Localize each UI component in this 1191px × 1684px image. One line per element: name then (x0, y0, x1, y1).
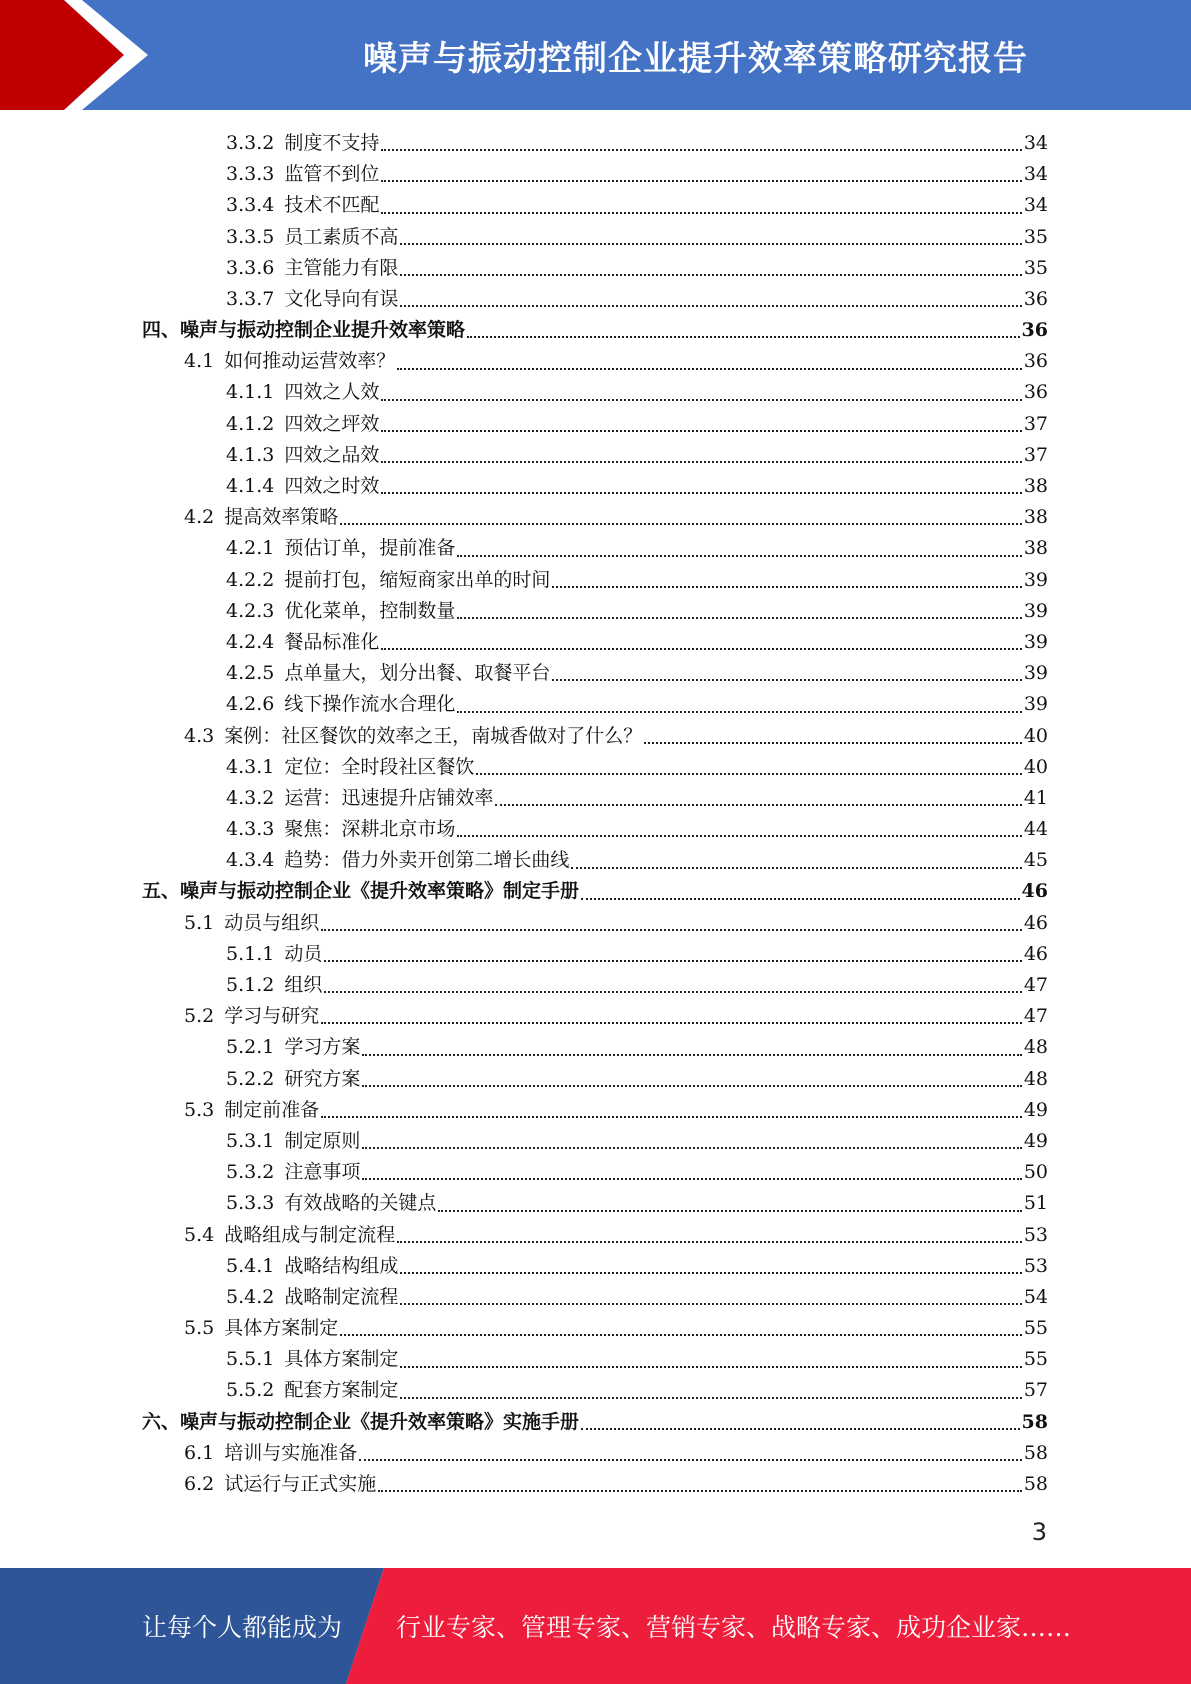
toc-entry-page: 51 (1023, 1192, 1048, 1215)
toc-dot-leader (457, 617, 1021, 619)
page-footer (0, 1568, 1191, 1684)
toc-dot-leader (321, 1116, 1022, 1118)
toc-entry[interactable] (142, 190, 1048, 221)
toc-entry-title: 配套方案制定 (284, 1379, 399, 1402)
toc-entry[interactable] (142, 689, 1048, 720)
toc-entry-number: 4.2.4 (226, 630, 275, 653)
toc-dot-leader (324, 991, 1021, 993)
header-arrow-decoration (0, 0, 200, 110)
page-header (0, 0, 1191, 110)
toc-entry-title: 动员与组织 (224, 911, 320, 934)
toc-entry-number: 5.3 (184, 1098, 215, 1121)
toc-entry-title: 主管能力有限 (284, 256, 399, 279)
toc-entry-title: 提高效率策略 (224, 506, 339, 529)
toc-entry-page: 58 (1021, 1410, 1048, 1433)
toc-entry-page: 40 (1023, 724, 1048, 747)
toc-dot-leader (400, 1397, 1021, 1399)
toc-entry-page: 34 (1023, 131, 1048, 154)
toc-entry[interactable] (142, 1313, 1048, 1344)
toc-entry-page: 53 (1023, 1223, 1048, 1246)
toc-entry-number: 5.3.1 (226, 1129, 275, 1152)
toc-entry-number: 4.1.2 (226, 412, 275, 435)
toc-entry[interactable] (142, 253, 1048, 284)
toc-entry[interactable] (142, 565, 1048, 596)
toc-dot-leader (397, 1241, 1022, 1243)
toc-entry-page: 50 (1023, 1161, 1048, 1184)
toc-entry[interactable] (142, 877, 1048, 908)
toc-entry-title: 学习与研究 (224, 1005, 320, 1028)
toc-entry[interactable] (142, 1344, 1048, 1375)
toc-entry[interactable] (142, 970, 1048, 1001)
toc-entry-page: 36 (1023, 287, 1048, 310)
toc-entry[interactable] (142, 346, 1048, 377)
toc-entry-number: 5.2.2 (226, 1067, 275, 1090)
toc-entry-page: 44 (1023, 818, 1048, 841)
toc-entry-title: 有效战略的关键点 (284, 1192, 437, 1215)
toc-dot-leader (321, 929, 1022, 931)
toc-entry-number: 5.3.2 (226, 1161, 275, 1184)
toc-entry-number: 6.1 (184, 1441, 215, 1464)
header-title: 噪声与振动控制企业提升效率策略研究报告 (363, 38, 1028, 79)
toc-dot-leader (457, 835, 1021, 837)
toc-entry-page: 47 (1023, 974, 1048, 997)
toc-entry[interactable] (142, 752, 1048, 783)
toc-entry[interactable] (142, 1188, 1048, 1219)
toc-entry-title: 战略制定流程 (284, 1285, 399, 1308)
toc-entry-number: 5.2 (184, 1005, 215, 1028)
toc-entry-number: 4.2 (184, 506, 215, 529)
toc-entry[interactable] (142, 533, 1048, 564)
toc-entry-number: 4.3.4 (226, 849, 275, 872)
toc-entry-number: 4.2.6 (226, 693, 275, 716)
toc-entry-title: 注意事项 (284, 1161, 361, 1184)
toc-entry-title: 员工素质不高 (284, 225, 399, 248)
toc-entry-number: 5.2.1 (226, 1036, 275, 1059)
toc-entry-page: 47 (1023, 1005, 1048, 1028)
toc-entry-title: 预估订单，提前准备 (284, 537, 456, 560)
toc-entry-page: 54 (1023, 1285, 1048, 1308)
toc-entry-page: 39 (1023, 693, 1048, 716)
toc-entry[interactable] (142, 1001, 1048, 1032)
toc-dot-leader (381, 180, 1021, 182)
toc-dot-leader (362, 1178, 1021, 1180)
toc-dot-leader (644, 742, 1022, 744)
toc-entry[interactable] (142, 284, 1048, 315)
toc-entry-number: 5.1.1 (226, 942, 275, 965)
toc-entry[interactable] (142, 596, 1048, 627)
toc-entry-title: 聚焦：深耕北京市场 (284, 818, 456, 841)
toc-dot-leader (378, 1490, 1022, 1492)
toc-dot-leader (467, 336, 1020, 338)
toc-entry-title: 优化菜单，控制数量 (284, 599, 456, 622)
toc-entry-page: 46 (1021, 880, 1048, 903)
toc-dot-leader (581, 1428, 1020, 1430)
toc-dot-leader (362, 1054, 1021, 1056)
toc-entry-title: 六、噪声与振动控制企业《提升效率策略》实施手册 (142, 1410, 580, 1433)
toc-entry-number: 5.4 (184, 1223, 215, 1246)
toc-entry-page: 38 (1023, 475, 1048, 498)
toc-entry-title: 案例：社区餐饮的效率之王，南城香做对了什么？ (224, 724, 643, 747)
table-of-contents (142, 128, 1048, 1500)
toc-entry-title: 技术不匹配 (284, 194, 380, 217)
toc-entry[interactable] (142, 378, 1048, 409)
toc-entry-page: 36 (1023, 381, 1048, 404)
toc-entry-page: 38 (1023, 506, 1048, 529)
toc-entry-title: 制定前准备 (224, 1098, 320, 1121)
toc-entry[interactable] (142, 939, 1048, 970)
footer-slogan-left: 让每个人都能成为 (142, 1613, 343, 1642)
toc-entry-number: 5.4.1 (226, 1254, 275, 1277)
toc-entry[interactable] (142, 1407, 1048, 1438)
toc-entry-number: 5.4.2 (226, 1285, 275, 1308)
toc-entry-number: 5.3.3 (226, 1192, 275, 1215)
toc-dot-leader (400, 243, 1021, 245)
toc-entry-page: 39 (1023, 568, 1048, 591)
toc-entry-page: 48 (1023, 1036, 1048, 1059)
toc-entry-page: 58 (1023, 1441, 1048, 1464)
toc-dot-leader (400, 274, 1021, 276)
toc-entry-number: 4.1 (184, 350, 215, 373)
toc-entry-number: 5.5 (184, 1317, 215, 1340)
toc-entry-number: 5.1 (184, 911, 215, 934)
toc-entry[interactable] (142, 1032, 1048, 1063)
toc-dot-leader (362, 1085, 1021, 1087)
toc-dot-leader (400, 305, 1021, 307)
toc-dot-leader (457, 555, 1021, 557)
toc-dot-leader (340, 1334, 1022, 1336)
toc-entry-title: 四效之品效 (284, 443, 380, 466)
toc-entry-page: 46 (1023, 911, 1048, 934)
toc-entry-number: 4.2.2 (226, 568, 275, 591)
toc-entry-page: 35 (1023, 256, 1048, 279)
toc-entry[interactable] (142, 814, 1048, 845)
toc-dot-leader (362, 1147, 1021, 1149)
toc-dot-leader (381, 212, 1021, 214)
toc-entry-title: 战略组成与制定流程 (224, 1223, 396, 1246)
toc-entry-number: 4.3 (184, 724, 215, 747)
toc-entry-page: 53 (1023, 1254, 1048, 1277)
toc-dot-leader (381, 399, 1021, 401)
toc-dot-leader (397, 368, 1022, 370)
toc-entry-title: 运营：迅速提升店铺效率 (284, 786, 494, 809)
toc-entry-title: 点单量大，划分出餐、取餐平台 (284, 662, 551, 685)
toc-dot-leader (571, 867, 1021, 869)
toc-dot-leader (476, 773, 1021, 775)
toc-entry[interactable] (142, 783, 1048, 814)
toc-dot-leader (552, 586, 1021, 588)
toc-entry-page: 36 (1023, 350, 1048, 373)
toc-entry[interactable] (142, 1282, 1048, 1313)
toc-entry-title: 提前打包，缩短商家出单的时间 (284, 568, 551, 591)
toc-entry[interactable] (142, 159, 1048, 190)
toc-entry[interactable] (142, 222, 1048, 253)
toc-entry-page: 48 (1023, 1067, 1048, 1090)
toc-entry-number: 4.1.1 (226, 381, 275, 404)
toc-dot-leader (495, 804, 1021, 806)
toc-dot-leader (438, 1210, 1021, 1212)
toc-entry-title: 餐品标准化 (284, 630, 380, 653)
toc-entry[interactable] (142, 908, 1048, 939)
toc-entry-title: 试运行与正式实施 (224, 1473, 377, 1496)
toc-dot-leader (552, 679, 1021, 681)
toc-entry-page: 45 (1023, 849, 1048, 872)
toc-entry[interactable] (142, 721, 1048, 752)
toc-entry-number: 3.3.2 (226, 131, 275, 154)
toc-dot-leader (400, 1366, 1021, 1368)
toc-entry-title: 五、噪声与振动控制企业《提升效率策略》制定手册 (142, 880, 580, 903)
toc-entry[interactable] (142, 1220, 1048, 1251)
toc-entry[interactable] (142, 1064, 1048, 1095)
toc-entry[interactable] (142, 315, 1048, 346)
toc-entry-title: 线下操作流水合理化 (284, 693, 456, 716)
toc-entry-page: 39 (1023, 630, 1048, 653)
toc-entry-title: 战略结构组成 (284, 1254, 399, 1277)
toc-entry-number: 3.3.6 (226, 256, 275, 279)
toc-entry-page: 34 (1023, 194, 1048, 217)
toc-entry-page: 37 (1023, 412, 1048, 435)
toc-entry-number: 4.3.2 (226, 786, 275, 809)
toc-entry-page: 57 (1023, 1379, 1048, 1402)
toc-entry-page: 37 (1023, 443, 1048, 466)
toc-entry[interactable] (142, 1469, 1048, 1500)
toc-entry-number: 3.3.3 (226, 163, 275, 186)
toc-entry[interactable] (142, 440, 1048, 471)
toc-entry-title: 四、噪声与振动控制企业提升效率策略 (142, 319, 466, 342)
toc-entry[interactable] (142, 1251, 1048, 1282)
toc-entry-number: 3.3.4 (226, 194, 275, 217)
toc-entry[interactable] (142, 627, 1048, 658)
toc-entry-page: 40 (1023, 755, 1048, 778)
toc-dot-leader (359, 1459, 1022, 1461)
toc-entry-title: 定位：全时段社区餐饮 (284, 755, 475, 778)
toc-dot-leader (400, 1272, 1021, 1274)
toc-entry-title: 组织 (284, 974, 323, 997)
toc-entry-page: 39 (1023, 662, 1048, 685)
toc-entry-title: 具体方案制定 (224, 1317, 339, 1340)
toc-entry-number: 4.2.1 (226, 537, 275, 560)
toc-entry-number: 5.5.2 (226, 1379, 275, 1402)
toc-entry-page: 49 (1023, 1129, 1048, 1152)
toc-dot-leader (381, 461, 1021, 463)
toc-entry-page: 39 (1023, 599, 1048, 622)
toc-entry-title: 动员 (284, 942, 323, 965)
toc-entry-page: 55 (1023, 1317, 1048, 1340)
toc-entry-page: 58 (1023, 1473, 1048, 1496)
toc-dot-leader (381, 492, 1021, 494)
toc-dot-leader (340, 523, 1022, 525)
toc-entry-number: 4.2.5 (226, 662, 275, 685)
toc-dot-leader (581, 898, 1020, 900)
toc-entry-number: 5.5.1 (226, 1348, 275, 1371)
toc-entry[interactable] (142, 1157, 1048, 1188)
toc-entry[interactable] (142, 1438, 1048, 1469)
toc-dot-leader (381, 648, 1021, 650)
toc-entry[interactable] (142, 409, 1048, 440)
toc-entry-number: 3.3.7 (226, 287, 275, 310)
toc-entry-page: 36 (1021, 319, 1048, 342)
toc-dot-leader (400, 1303, 1021, 1305)
toc-entry-title: 学习方案 (284, 1036, 361, 1059)
toc-entry[interactable] (142, 1126, 1048, 1157)
toc-entry-page: 49 (1023, 1098, 1048, 1121)
toc-dot-leader (381, 149, 1021, 151)
toc-entry[interactable] (142, 128, 1048, 159)
toc-entry[interactable] (142, 658, 1048, 689)
toc-entry-number: 4.2.3 (226, 599, 275, 622)
toc-entry-page: 34 (1023, 163, 1048, 186)
toc-entry-page: 41 (1023, 786, 1048, 809)
toc-entry-page: 38 (1023, 537, 1048, 560)
toc-entry[interactable] (142, 1095, 1048, 1126)
toc-dot-leader (324, 960, 1021, 962)
toc-entry-title: 制度不支持 (284, 131, 380, 154)
toc-dot-leader (457, 711, 1021, 713)
footer-slogan-right: 行业专家、管理专家、营销专家、战略专家、成功企业家…… (396, 1613, 1072, 1642)
toc-entry-number: 4.3.1 (226, 755, 275, 778)
toc-entry-number: 4.1.3 (226, 443, 275, 466)
page-number: 3 (1031, 1518, 1047, 1546)
toc-entry-title: 四效之人效 (284, 381, 380, 404)
toc-entry-number: 5.1.2 (226, 974, 275, 997)
toc-entry-title: 四效之坪效 (284, 412, 380, 435)
toc-entry-title: 制定原则 (284, 1129, 361, 1152)
toc-entry-title: 培训与实施准备 (224, 1441, 358, 1464)
toc-entry-number: 4.1.4 (226, 475, 275, 498)
toc-entry[interactable] (142, 502, 1048, 533)
toc-entry-page: 46 (1023, 942, 1048, 965)
toc-entry-title: 研究方案 (284, 1067, 361, 1090)
toc-entry[interactable] (142, 845, 1048, 876)
toc-entry-page: 55 (1023, 1348, 1048, 1371)
toc-dot-leader (321, 1022, 1022, 1024)
toc-entry[interactable] (142, 1376, 1048, 1407)
toc-entry-title: 具体方案制定 (284, 1348, 399, 1371)
toc-entry-title: 文化导向有误 (284, 287, 399, 310)
toc-entry-page: 35 (1023, 225, 1048, 248)
toc-entry-number: 3.3.5 (226, 225, 275, 248)
toc-entry-number: 6.2 (184, 1473, 215, 1496)
toc-entry-number: 4.3.3 (226, 818, 275, 841)
toc-entry[interactable] (142, 471, 1048, 502)
toc-dot-leader (381, 430, 1021, 432)
toc-entry-title: 如何推动运营效率？ (224, 350, 396, 373)
toc-entry-title: 趋势：借力外卖开创第二增长曲线 (284, 849, 570, 872)
toc-entry-title: 监管不到位 (284, 163, 380, 186)
toc-entry-title: 四效之时效 (284, 475, 380, 498)
